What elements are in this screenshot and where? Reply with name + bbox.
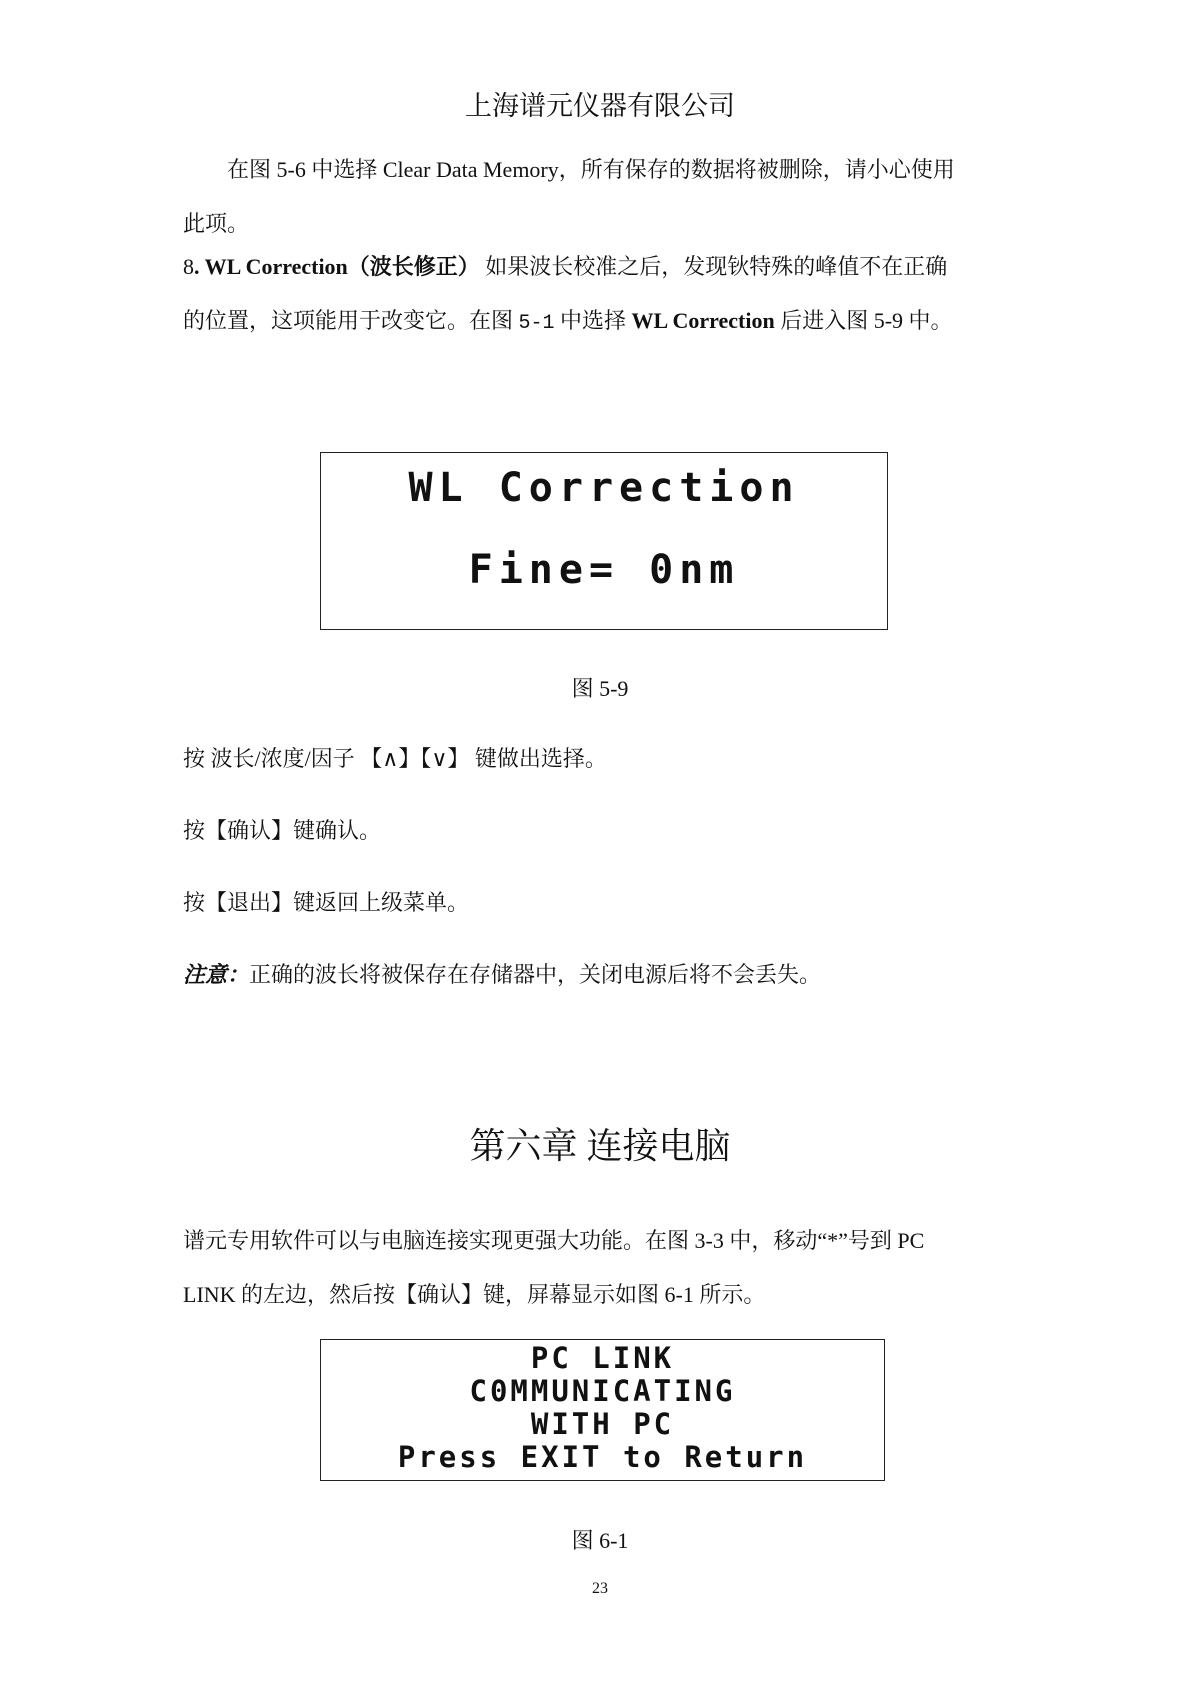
instruction-confirm: 按【确认】键确认。 (183, 818, 382, 843)
section-text: 后进入图 5-9 中。 (774, 308, 953, 333)
section-title: . WL Correction（波长修正） (194, 254, 480, 279)
paragraph-line: LINK 的左边，然后按【确认】键，屏幕显示如图 6-1 所示。 (183, 1282, 766, 1307)
lcd-line: Press EXIT to Return (397, 1440, 808, 1474)
paragraph-line: 谱元专用软件可以与电脑连接实现更强大功能。在图 3-3 中，移动“*”号到 PC (183, 1228, 925, 1253)
lcd-display-pc-link (320, 1339, 885, 1481)
paragraph-clear-data (183, 143, 1025, 251)
menu-item-reference: WL Correction (631, 308, 775, 333)
section-number: 8 (183, 254, 194, 279)
instruction-exit: 按【退出】键返回上级菜单。 (183, 890, 470, 915)
section-text: 如果波长校准之后，发现钬特殊的峰值不在正确 (479, 254, 948, 279)
chapter-title: 第六章 连接电脑 (469, 1126, 731, 1166)
instruction-select: 按 波长/浓度/因子 【∧】【∨】 键做出选择。 (183, 746, 607, 771)
lcd-line: Fine= 0nm (468, 547, 740, 593)
note-text: 正确的波长将被保存在存储器中，关闭电源后将不会丢失。 (249, 962, 822, 987)
section-text: 的位置，这项能用于改变它。在图 (183, 308, 519, 333)
figure-caption-5-9: 图 5-9 (571, 676, 629, 701)
section-text: 中选择 (554, 308, 632, 333)
paragraph-line: 在图 5-6 中选择 Clear Data Memory，所有保存的数据将被删除，请小心使用 (227, 157, 955, 182)
page-number: 23 (592, 1580, 608, 1597)
paragraph-wl-correction (183, 240, 1025, 351)
lcd-line: C0MMUNICATING (469, 1374, 736, 1408)
paragraph-line (183, 294, 1025, 351)
lcd-line: WL Correction (408, 465, 800, 511)
figure-caption-6-1: 图 6-1 (571, 1528, 629, 1553)
lcd-display-wl-correction (320, 452, 888, 630)
lcd-line: PC LINK (530, 1341, 675, 1375)
paragraph-line: 此项。 (183, 211, 250, 236)
paragraph-pc-link (183, 1214, 1025, 1322)
figure-reference: 5-1 (518, 312, 555, 335)
note (183, 958, 821, 989)
lcd-line: WITH PC (530, 1407, 675, 1441)
company-header: 上海谱元仪器有限公司 (465, 91, 735, 121)
note-label: 注意： (183, 962, 250, 987)
paragraph-line (183, 240, 1025, 294)
